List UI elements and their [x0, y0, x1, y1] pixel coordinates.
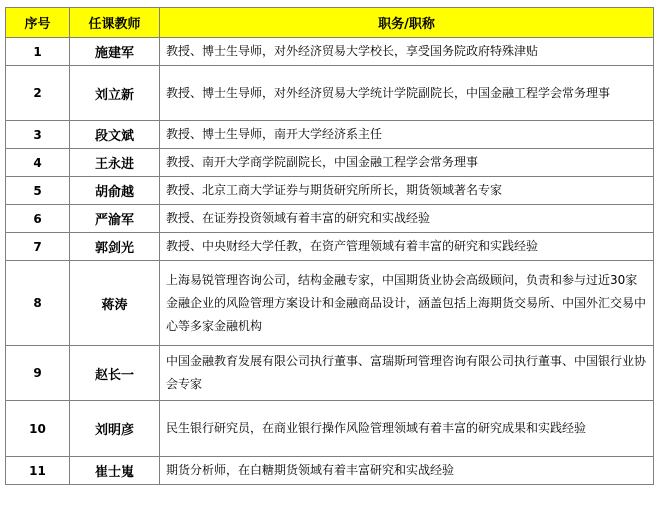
table-row	[6, 121, 654, 149]
header-index: 序号	[6, 8, 70, 38]
table-row	[6, 177, 654, 205]
teacher-name: 蒋涛	[70, 261, 160, 346]
row-index: 10	[6, 401, 70, 457]
table-row	[6, 149, 654, 177]
teacher-duty: 教授、南开大学商学院副院长，中国金融工程学会常务理事	[160, 149, 654, 177]
teacher-name: 崔士嵬	[70, 457, 160, 485]
teacher-duty: 教授、博士生导师，对外经济贸易大学校长，享受国务院政府特殊津贴	[160, 38, 654, 66]
teacher-duty: 教授、在证券投资领域有着丰富的研究和实战经验	[160, 205, 654, 233]
row-index: 1	[6, 38, 70, 66]
row-index: 3	[6, 121, 70, 149]
teacher-name: 严渝军	[70, 205, 160, 233]
row-index: 4	[6, 149, 70, 177]
row-index: 11	[6, 457, 70, 485]
teacher-name: 施建军	[70, 38, 160, 66]
table-row	[6, 38, 654, 66]
row-index: 7	[6, 233, 70, 261]
teacher-name: 刘明彦	[70, 401, 160, 457]
teacher-duty: 教授、中央财经大学任教，在资产管理领域有着丰富的研究和实践经验	[160, 233, 654, 261]
table-row	[6, 205, 654, 233]
teacher-duty: 上海易锐管理咨询公司，结构金融专家，中国期货业协会高级顾问，负责和参与过近30家金融企业的风险管理方案设计和金融商品设计，涵盖包括上海期货交易所、中国外汇交易中心等多家金融机构	[160, 261, 654, 346]
teacher-name: 王永进	[70, 149, 160, 177]
table-row	[6, 401, 654, 457]
table-wrapper	[5, 7, 653, 485]
row-index: 6	[6, 205, 70, 233]
header-teacher: 任课教师	[70, 8, 160, 38]
table-row	[6, 346, 654, 401]
teacher-duty: 期货分析师，在白糖期货领域有着丰富研究和实战经验	[160, 457, 654, 485]
instructor-table	[5, 7, 654, 485]
teacher-duty: 教授、博士生导师，对外经济贸易大学统计学院副院长，中国金融工程学会常务理事	[160, 66, 654, 121]
table-row	[6, 66, 654, 121]
teacher-name: 段文斌	[70, 121, 160, 149]
row-index: 8	[6, 261, 70, 346]
teacher-name: 刘立新	[70, 66, 160, 121]
teacher-duty: 教授、北京工商大学证券与期货研究所所长，期货领域著名专家	[160, 177, 654, 205]
teacher-duty: 教授、博士生导师，南开大学经济系主任	[160, 121, 654, 149]
row-index: 9	[6, 346, 70, 401]
teacher-name: 胡俞越	[70, 177, 160, 205]
table-row	[6, 233, 654, 261]
table-row	[6, 457, 654, 485]
teacher-duty: 中国金融教育发展有限公司执行董事、富瑞斯珂管理咨询有限公司执行董事、中国银行业协会专家	[160, 346, 654, 401]
row-index: 2	[6, 66, 70, 121]
teacher-duty: 民生银行研究员，在商业银行操作风险管理领域有着丰富的研究成果和实践经验	[160, 401, 654, 457]
table-row	[6, 261, 654, 346]
header-row	[6, 8, 654, 38]
header-title: 职务/职称	[160, 8, 654, 38]
teacher-name: 郭剑光	[70, 233, 160, 261]
teacher-name: 赵长一	[70, 346, 160, 401]
row-index: 5	[6, 177, 70, 205]
